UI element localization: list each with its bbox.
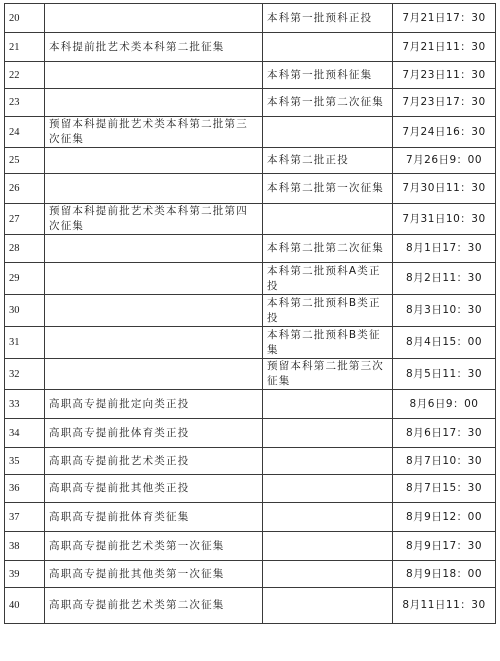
time-cell: 7月23日11：30	[393, 62, 496, 89]
table-body	[5, 4, 496, 624]
time-cell: 8月9日18：00	[393, 561, 496, 588]
row-number-cell: 29	[5, 263, 45, 295]
row-number-cell: 28	[5, 235, 45, 263]
table-row	[5, 33, 496, 62]
time-cell: 8月7日10：30	[393, 448, 496, 475]
regular-batch-cell	[263, 588, 393, 624]
time-cell: 7月21日17：30	[393, 4, 496, 33]
time-cell: 8月2日11：30	[393, 263, 496, 295]
row-number-cell: 34	[5, 419, 45, 448]
time-cell: 8月4日15：00	[393, 327, 496, 359]
regular-batch-cell: 本科第二批第二次征集	[263, 235, 393, 263]
regular-batch-cell: 本科第一批预科征集	[263, 62, 393, 89]
row-number-cell: 22	[5, 62, 45, 89]
advance-batch-cell	[45, 62, 263, 89]
row-number-cell: 21	[5, 33, 45, 62]
row-number-cell: 36	[5, 475, 45, 503]
row-number-cell: 23	[5, 89, 45, 117]
time-cell: 8月11日11：30	[393, 588, 496, 624]
advance-batch-cell: 预留本科提前批艺术类本科第二批第四次征集	[45, 204, 263, 235]
row-number-cell: 31	[5, 327, 45, 359]
table-row	[5, 561, 496, 588]
regular-batch-cell	[263, 390, 393, 419]
advance-batch-cell	[45, 235, 263, 263]
advance-batch-cell	[45, 148, 263, 174]
time-cell: 7月30日11：30	[393, 174, 496, 204]
table-row	[5, 263, 496, 295]
regular-batch-cell: 本科第二批预科A类正投	[263, 263, 393, 295]
row-number-cell: 35	[5, 448, 45, 475]
advance-batch-cell	[45, 327, 263, 359]
time-cell: 8月3日10：30	[393, 295, 496, 327]
table-row	[5, 235, 496, 263]
regular-batch-cell	[263, 561, 393, 588]
advance-batch-cell	[45, 89, 263, 117]
table-row	[5, 174, 496, 204]
table-row	[5, 359, 496, 390]
time-cell: 8月9日12：00	[393, 503, 496, 532]
time-cell: 8月9日17：30	[393, 532, 496, 561]
regular-batch-cell	[263, 448, 393, 475]
regular-batch-cell: 本科第二批预科B类正投	[263, 295, 393, 327]
time-cell: 8月5日11：30	[393, 359, 496, 390]
table-row	[5, 448, 496, 475]
time-cell: 8月7日15：30	[393, 475, 496, 503]
time-cell: 7月31日10：30	[393, 204, 496, 235]
regular-batch-cell	[263, 204, 393, 235]
row-number-cell: 32	[5, 359, 45, 390]
admission-schedule-table	[4, 3, 496, 624]
regular-batch-cell: 本科第一批第二次征集	[263, 89, 393, 117]
advance-batch-cell	[45, 295, 263, 327]
row-number-cell: 33	[5, 390, 45, 419]
advance-batch-cell: 预留本科提前批艺术类本科第二批第三次征集	[45, 117, 263, 148]
time-cell: 8月1日17：30	[393, 235, 496, 263]
table-row	[5, 588, 496, 624]
advance-batch-cell	[45, 4, 263, 33]
regular-batch-cell	[263, 33, 393, 62]
regular-batch-cell	[263, 532, 393, 561]
row-number-cell: 27	[5, 204, 45, 235]
regular-batch-cell: 本科第二批第一次征集	[263, 174, 393, 204]
advance-batch-cell	[45, 263, 263, 295]
regular-batch-cell: 本科第二批正投	[263, 148, 393, 174]
advance-batch-cell	[45, 359, 263, 390]
advance-batch-cell: 高职高专提前批艺术类第二次征集	[45, 588, 263, 624]
advance-batch-cell: 高职高专提前批体育类征集	[45, 503, 263, 532]
time-cell: 7月26日9：00	[393, 148, 496, 174]
regular-batch-cell	[263, 419, 393, 448]
table-row	[5, 62, 496, 89]
row-number-cell: 24	[5, 117, 45, 148]
advance-batch-cell	[45, 174, 263, 204]
table-row	[5, 390, 496, 419]
table-row	[5, 327, 496, 359]
table-row	[5, 295, 496, 327]
row-number-cell: 26	[5, 174, 45, 204]
table-row	[5, 117, 496, 148]
time-cell: 8月6日9：00	[393, 390, 496, 419]
row-number-cell: 38	[5, 532, 45, 561]
regular-batch-cell: 预留本科第二批第三次征集	[263, 359, 393, 390]
row-number-cell: 20	[5, 4, 45, 33]
regular-batch-cell	[263, 117, 393, 148]
row-number-cell: 40	[5, 588, 45, 624]
regular-batch-cell	[263, 503, 393, 532]
time-cell: 7月24日16：30	[393, 117, 496, 148]
table-row	[5, 4, 496, 33]
table-row	[5, 419, 496, 448]
regular-batch-cell: 本科第二批预科B类征集	[263, 327, 393, 359]
table-row	[5, 532, 496, 561]
advance-batch-cell: 高职高专提前批定向类正投	[45, 390, 263, 419]
row-number-cell: 30	[5, 295, 45, 327]
time-cell: 7月23日17：30	[393, 89, 496, 117]
advance-batch-cell: 高职高专提前批其他类第一次征集	[45, 561, 263, 588]
time-cell: 7月21日11：30	[393, 33, 496, 62]
row-number-cell: 39	[5, 561, 45, 588]
row-number-cell: 37	[5, 503, 45, 532]
time-cell: 8月6日17：30	[393, 419, 496, 448]
row-number-cell: 25	[5, 148, 45, 174]
advance-batch-cell: 高职高专提前批艺术类第一次征集	[45, 532, 263, 561]
advance-batch-cell: 高职高专提前批体育类正投	[45, 419, 263, 448]
table-row	[5, 89, 496, 117]
regular-batch-cell	[263, 475, 393, 503]
table-row	[5, 148, 496, 174]
table-row	[5, 204, 496, 235]
advance-batch-cell: 高职高专提前批艺术类正投	[45, 448, 263, 475]
advance-batch-cell: 高职高专提前批其他类正投	[45, 475, 263, 503]
table-row	[5, 503, 496, 532]
table-row	[5, 475, 496, 503]
advance-batch-cell: 本科提前批艺术类本科第二批征集	[45, 33, 263, 62]
regular-batch-cell: 本科第一批预科正投	[263, 4, 393, 33]
